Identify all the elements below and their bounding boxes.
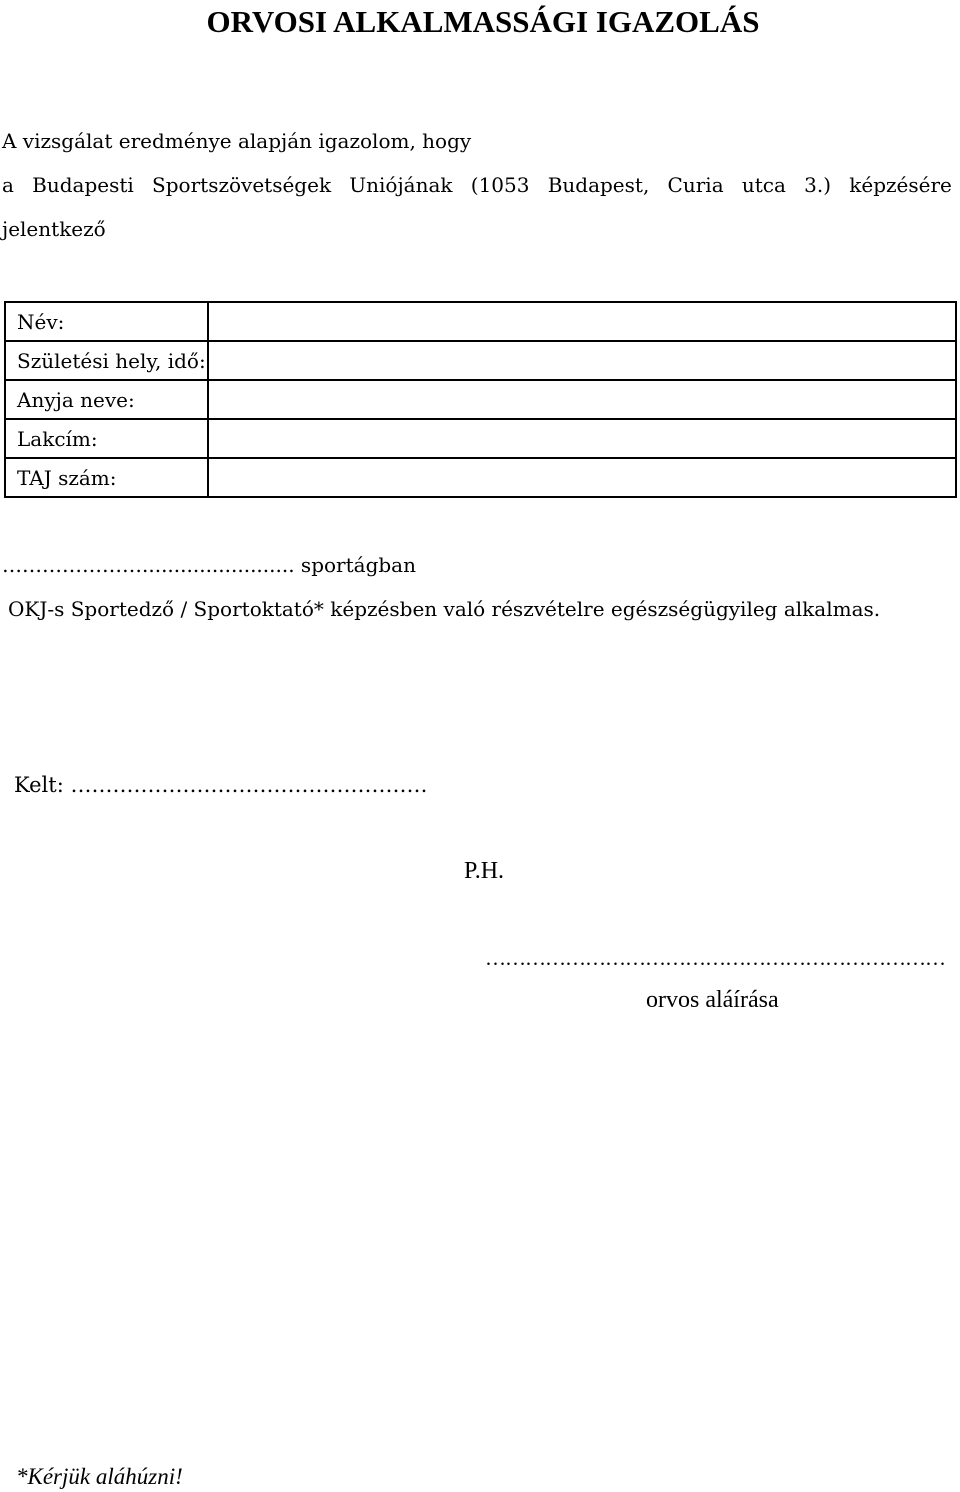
birth-place-date-label: Születési hely, idő: — [5, 341, 208, 380]
eligibility-statement: OKJ-s Sportedző / Sportoktató* képzésben való részvételre egészségügyileg alkalmas. — [8, 597, 881, 621]
table-row — [5, 458, 956, 497]
date-place-line: Kelt: …………………………………………… — [14, 773, 428, 797]
signature-line: …………………………………………………………… — [485, 946, 945, 970]
intro-word: 3.) — [804, 173, 832, 197]
footnote: *Kérjük aláhúzni! — [16, 1464, 183, 1489]
name-field[interactable] — [208, 302, 956, 341]
address-label: Lakcím: — [5, 419, 208, 458]
intro-word: Uniójának — [349, 173, 453, 197]
intro-word: a — [2, 173, 14, 197]
intro-word: képzésére — [849, 173, 952, 197]
mother-name-label: Anyja neve: — [5, 380, 208, 419]
table-row — [5, 380, 956, 419]
table-row — [5, 302, 956, 341]
table-row — [5, 341, 956, 380]
intro-word: Budapest, — [547, 173, 650, 197]
stamp-placeholder: P.H. — [464, 858, 505, 884]
intro-line-1: A vizsgálat eredménye alapján igazolom, hogy — [2, 129, 472, 153]
intro-word: utca — [741, 173, 786, 197]
mother-name-field[interactable] — [208, 380, 956, 419]
taj-number-label: TAJ szám: — [5, 458, 208, 497]
intro-word: Curia — [667, 173, 724, 197]
intro-word: Budapesti — [32, 173, 134, 197]
address-field[interactable] — [208, 419, 956, 458]
document-title: ORVOSI ALKALMASSÁGI IGAZOLÁS — [206, 4, 760, 39]
table-row — [5, 419, 956, 458]
intro-line-2 — [2, 172, 952, 198]
signature-label: orvos aláírása — [646, 987, 779, 1013]
intro-line-3: jelentkező — [2, 217, 106, 241]
sport-line: …………………........................ sportágban — [2, 553, 416, 577]
intro-word: Sportszövetségek — [152, 173, 332, 197]
birth-place-date-field[interactable] — [208, 341, 956, 380]
name-label: Név: — [5, 302, 208, 341]
personal-data-table — [4, 301, 957, 498]
intro-word: (1053 — [470, 173, 530, 197]
taj-number-field[interactable] — [208, 458, 956, 497]
